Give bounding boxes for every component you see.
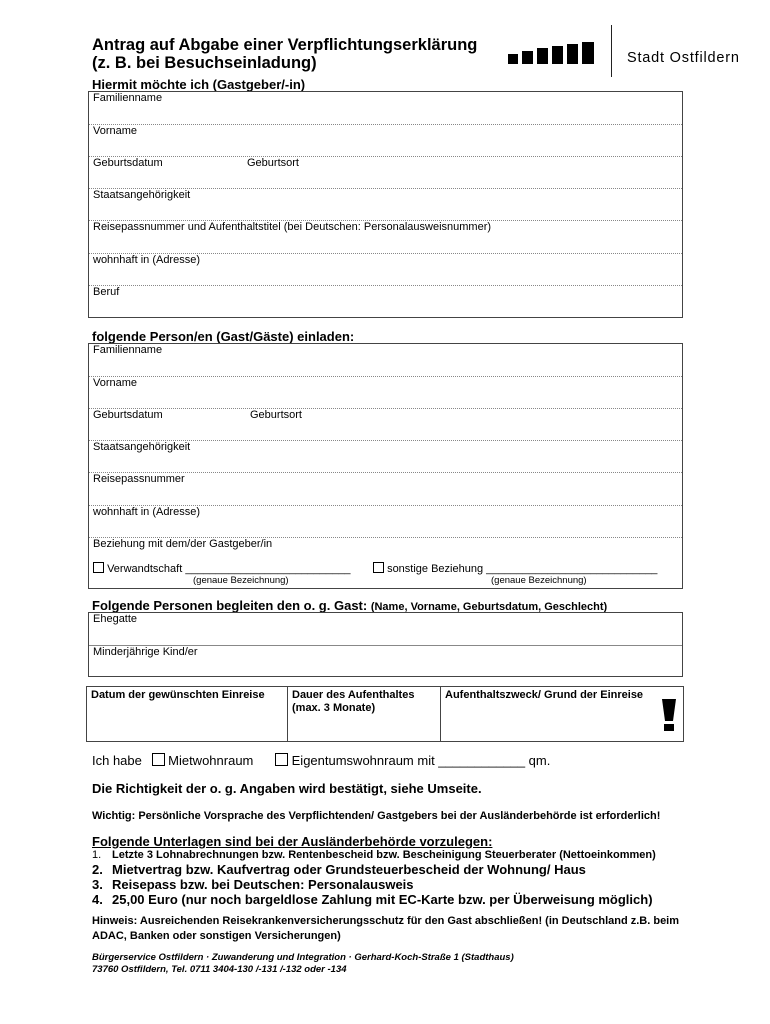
guest-staatsangehoerigkeit-label: Staatsangehörigkeit — [93, 441, 191, 453]
aufenthalt-dauer-label: Dauer des Aufenthaltes — [292, 689, 415, 701]
host-reisepass-label: Reisepassnummer und Aufenthaltstitel (bei Deutschen: Personalausweisnummer) — [93, 221, 492, 233]
companions-heading-main: Folgende Personen begleiten den o. g. Gast: — [92, 598, 368, 613]
documents-list — [92, 849, 656, 907]
mietwohnraum-checkbox[interactable] — [152, 753, 165, 766]
document-item-2 — [92, 862, 656, 877]
document-item-number: 1. — [92, 849, 102, 861]
stay-table — [86, 686, 684, 742]
host-beruf-label: Beruf — [93, 286, 120, 298]
insurance-hint-line-1: Hinweis: Ausreichenden Reisekrankenversicherungsschutz für den Gast abschließen! (in Deutschland z.B. beim — [92, 915, 680, 927]
document-item-text: Reisepass bzw. bei Deutschen: Personalausweis — [112, 877, 414, 892]
host-geburtsdatum-label: Geburtsdatum — [93, 157, 163, 169]
title-line-2: (z. B. bei Besuchseinladung) — [92, 54, 317, 72]
guest-vorname-field[interactable] — [89, 376, 682, 408]
document-item-number: 2. — [92, 862, 103, 877]
companions-heading-detail: (Name, Vorname, Geburtsdatum, Geschlecht) — [370, 601, 608, 613]
housing-prefix: Ich habe — [92, 753, 142, 768]
aufenthaltszweck-label: Aufenthaltszweck/ Grund der Einreise — [445, 689, 644, 701]
guest-familienname-field[interactable] — [89, 344, 682, 376]
footer — [92, 952, 514, 976]
host-adresse-label: wohnhaft in (Adresse) — [93, 254, 200, 266]
aufenthalt-dauer-cell[interactable] — [288, 687, 441, 741]
document-item-number: 4. — [92, 892, 103, 907]
guest-reisepass-label: Reisepassnummer — [93, 473, 185, 485]
host-familienname-label: Familienname — [93, 92, 163, 104]
host-box — [88, 91, 683, 318]
host-familienname-field[interactable] — [89, 92, 682, 124]
document-item-3 — [92, 877, 656, 892]
kinder-label: Minderjährige Kind/er — [93, 646, 198, 658]
host-adresse-field[interactable] — [89, 253, 682, 285]
sonstige-hint: (genaue Bezeichnung) — [491, 575, 587, 586]
sonstige-label: sonstige Beziehung ____________________________ — [387, 563, 658, 575]
guest-geburtsort-label: Geburtsort — [250, 409, 302, 421]
logo-divider — [611, 25, 612, 77]
einreise-date-cell[interactable] — [87, 687, 288, 741]
exclamation-icon — [661, 699, 677, 731]
host-staatsangehoerigkeit-label: Staatsangehörigkeit — [93, 189, 191, 201]
form-title — [92, 36, 477, 72]
verwandtschaft-checkbox[interactable] — [93, 562, 104, 573]
host-geburtsdatum-field[interactable] — [89, 156, 682, 188]
guest-vorname-label: Vorname — [93, 377, 138, 389]
sonstige-option[interactable] — [373, 562, 657, 575]
logo-text: Stadt Ostfildern — [627, 50, 740, 66]
guest-reisepass-field[interactable] — [89, 472, 682, 504]
eigentumswohnraum-label: Eigentumswohnraum mit ____________ qm. — [291, 753, 551, 768]
host-vorname-field[interactable] — [89, 124, 682, 156]
guest-heading: folgende Person/en (Gast/Gäste) einladen: — [92, 329, 355, 344]
host-heading: Hiermit möchte ich (Gastgeber/-in) — [92, 77, 306, 92]
guest-beziehung-field — [89, 537, 682, 589]
important-note: Wichtig: Persönliche Vorsprache des Verpflichtenden/ Gastgebers bei der Ausländerbehörde ist erforderlich! — [92, 810, 661, 822]
guest-staatsangehoerigkeit-field[interactable] — [89, 440, 682, 472]
sonstige-checkbox[interactable] — [373, 562, 384, 573]
title-line-1: Antrag auf Abgabe einer Verpflichtungserklärung — [92, 36, 478, 54]
document-item-text: 25,00 Euro (nur noch bargeldlose Zahlung mit EC-Karte bzw. per Überweisung möglich) — [112, 892, 653, 907]
guest-geburtsdatum-label: Geburtsdatum — [93, 409, 163, 421]
guest-beziehung-label: Beziehung mit dem/der Gastgeber/in — [93, 538, 273, 550]
insurance-hint — [92, 914, 679, 944]
einreise-date-label: Datum der gewünschten Einreise — [91, 689, 265, 701]
host-geburtsort-label: Geburtsort — [247, 157, 299, 169]
document-item-text: Letzte 3 Lohnabrechnungen bzw. Rentenbescheid bzw. Bescheinigung Steuerberater (Nettoeinkommen) — [112, 849, 656, 861]
verwandtschaft-hint: (genaue Bezeichnung) — [193, 575, 289, 586]
guest-familienname-label: Familienname — [93, 344, 163, 356]
aufenthaltszweck-cell[interactable] — [441, 687, 683, 741]
housing-row — [92, 753, 550, 768]
document-item-text: Mietvertrag bzw. Kaufvertrag oder Grundsteuerbescheid der Wohnung/ Haus — [112, 862, 586, 877]
documents-heading: Folgende Unterlagen sind bei der Ausländerbehörde vorzulegen: — [92, 834, 493, 849]
kinder-field[interactable] — [89, 645, 682, 677]
document-item-number: 3. — [92, 877, 103, 892]
host-beruf-field[interactable] — [89, 285, 682, 317]
confirm-text: Die Richtigkeit der o. g. Angaben wird bestätigt, siehe Umseite. — [92, 781, 482, 796]
ehegatte-label: Ehegatte — [93, 613, 138, 625]
mietwohnraum-label: Mietwohnraum — [168, 753, 254, 768]
companions-box — [88, 612, 683, 677]
eigentumswohnraum-checkbox[interactable] — [275, 753, 288, 766]
host-staatsangehoerigkeit-field[interactable] — [89, 188, 682, 220]
guest-box — [88, 343, 683, 589]
document-item-4 — [92, 892, 656, 907]
guest-adresse-label: wohnhaft in (Adresse) — [93, 506, 200, 518]
verwandtschaft-label: Verwandtschaft ___________________________ — [107, 563, 351, 575]
document-item-1 — [92, 849, 656, 862]
companions-heading — [92, 598, 607, 613]
guest-adresse-field[interactable] — [89, 505, 682, 537]
ehegatte-field[interactable] — [89, 613, 682, 645]
footer-line-1: Bürgerservice Ostfildern · Zuwanderung und Integration · Gerhard-Koch-Straße 1 (Stadthaus) — [92, 952, 514, 963]
footer-line-2: 73760 Ostfildern, Tel. 0711 3404-130 /-131 /-132 oder -134 — [92, 964, 347, 975]
city-logo-icon — [508, 40, 600, 64]
insurance-hint-line-2: ADAC, Banken oder sonstigen Versicherungen) — [92, 930, 341, 942]
guest-geburtsdatum-field[interactable] — [89, 408, 682, 440]
host-reisepass-field[interactable] — [89, 220, 682, 252]
host-vorname-label: Vorname — [93, 125, 138, 137]
verwandtschaft-option[interactable] — [93, 562, 351, 575]
aufenthalt-dauer-max: (max. 3 Monate) — [292, 702, 376, 714]
